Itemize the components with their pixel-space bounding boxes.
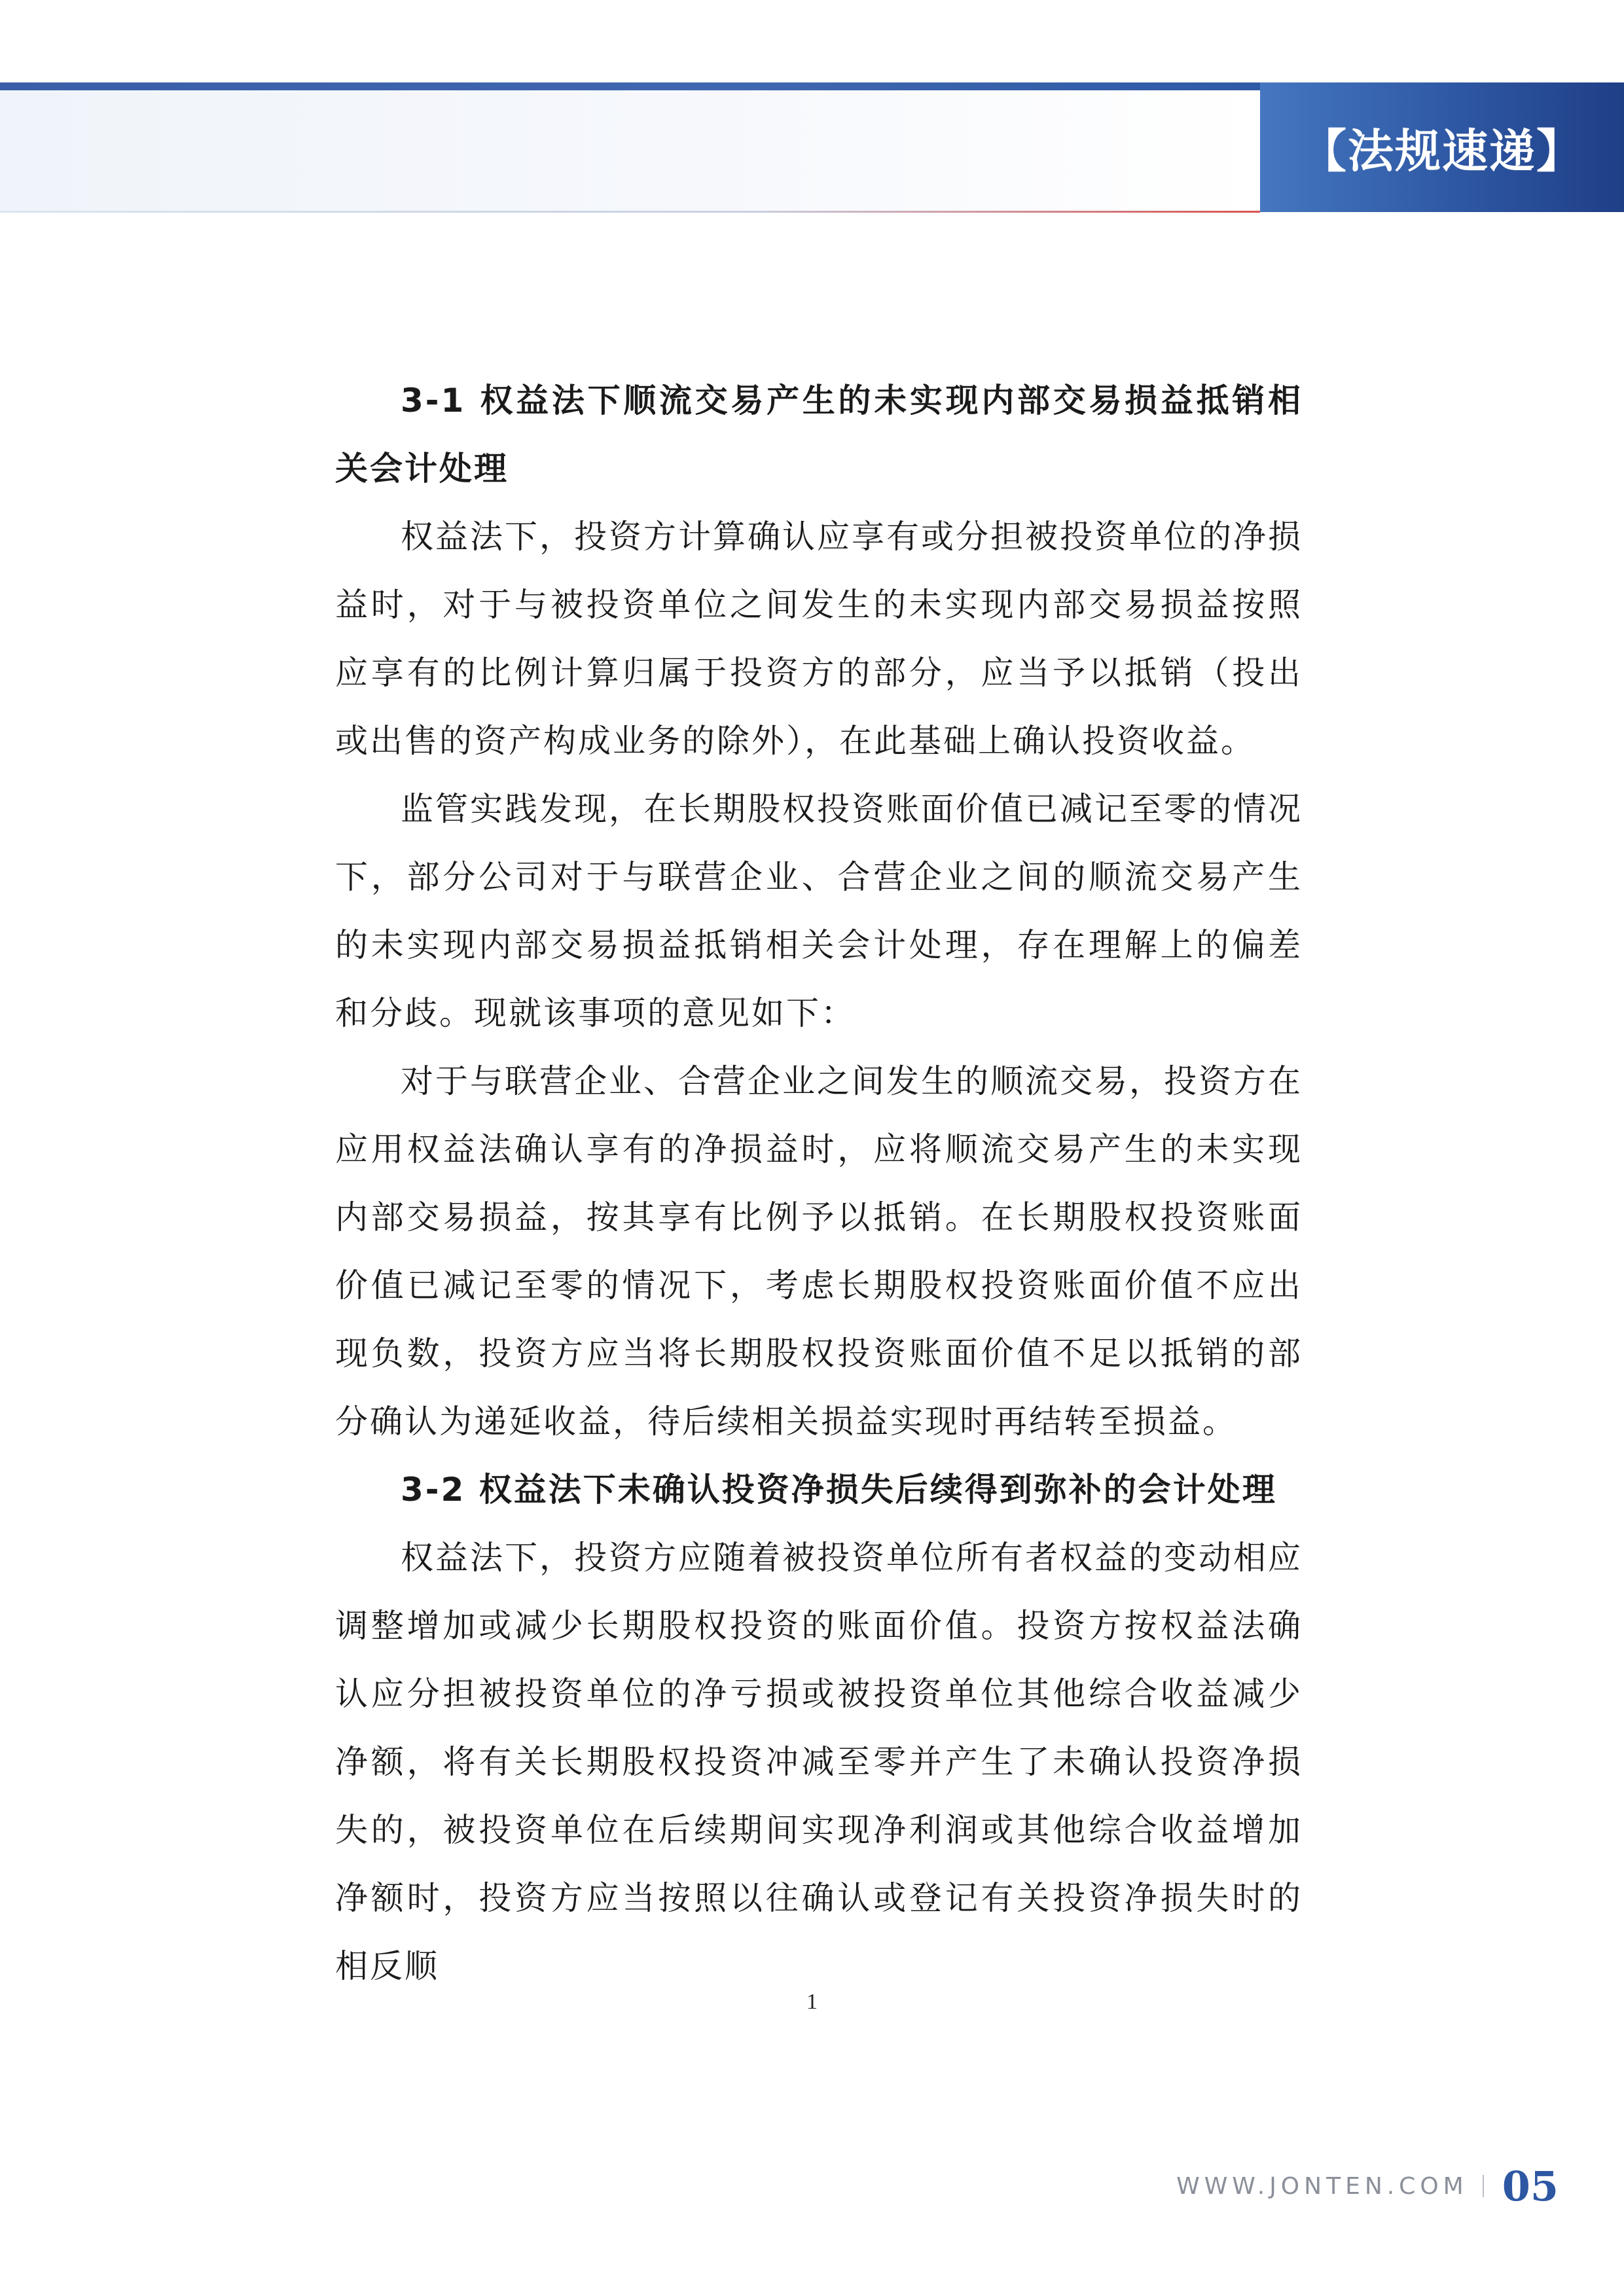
paragraph: 权益法下，投资方计算确认应享有或分担被投资单位的净损益时，对于与被投资单位之间发生的未实现内部交易损益按照应享有的比例计算归属于投资方的部分，应当予以抵销（投出或出售的资产构成业务的除外），在此基础上确认投资收益。	[335, 518, 1303, 760]
section-tag	[1260, 82, 1624, 212]
footer-page-number: 05	[1502, 2162, 1559, 2210]
section-tag-label: 【法规速递】	[1301, 123, 1583, 178]
inner-page-number: 1	[806, 1990, 818, 2014]
article-body	[335, 367, 1303, 2000]
website-link[interactable]: WWW.JONTEN.COM	[1176, 2172, 1468, 2200]
paragraph: 对于与联营企业、合营企业之间发生的顺流交易，投资方在应用权益法确认享有的净损益时，应将顺流交易产生的未实现内部交易损益，按其享有比例予以抵销。在长期股权投资账面价值已减记至零的情况下，考虑长期股权投资账面价值不应出现负数，投资方应当将长期股权投资账面价值不足以抵销的部分确认为递延收益，待后续相关损益实现时再结转至损益。	[335, 1062, 1303, 1441]
section-heading: 3-2 权益法下未确认投资净损失后续得到弥补的会计处理	[401, 1471, 1277, 1509]
paragraph: 权益法下，投资方应随着被投资单位所有者权益的变动相应调整增加或减少长期股权投资的账面价值。投资方按权益法确认应分担被投资单位的净亏损或被投资单位其他综合收益减少净额，将有关长期股权投资冲减至零并产生了未确认投资净损失的，被投资单位在后续期间实现净利润或其他综合收益增加净额时，投资方应当按照以往确认或登记有关投资净损失时的相反顺	[335, 1539, 1303, 1985]
header-band	[0, 90, 1260, 212]
header-bottom-line	[0, 211, 1260, 213]
header-top-line	[0, 82, 1260, 90]
paragraph: 监管实践发现，在长期股权投资账面价值已减记至零的情况下，部分公司对于与联营企业、合营企业之间的顺流交易产生的未实现内部交易损益抵销相关会计处理，存在理解上的偏差和分歧。现就该事项的意见如下：	[335, 790, 1303, 1032]
footer	[1176, 2157, 1559, 2215]
section-heading: 3-1 权益法下顺流交易产生的未实现内部交易损益抵销相关会计处理	[335, 382, 1303, 488]
footer-divider	[1483, 2175, 1484, 2197]
